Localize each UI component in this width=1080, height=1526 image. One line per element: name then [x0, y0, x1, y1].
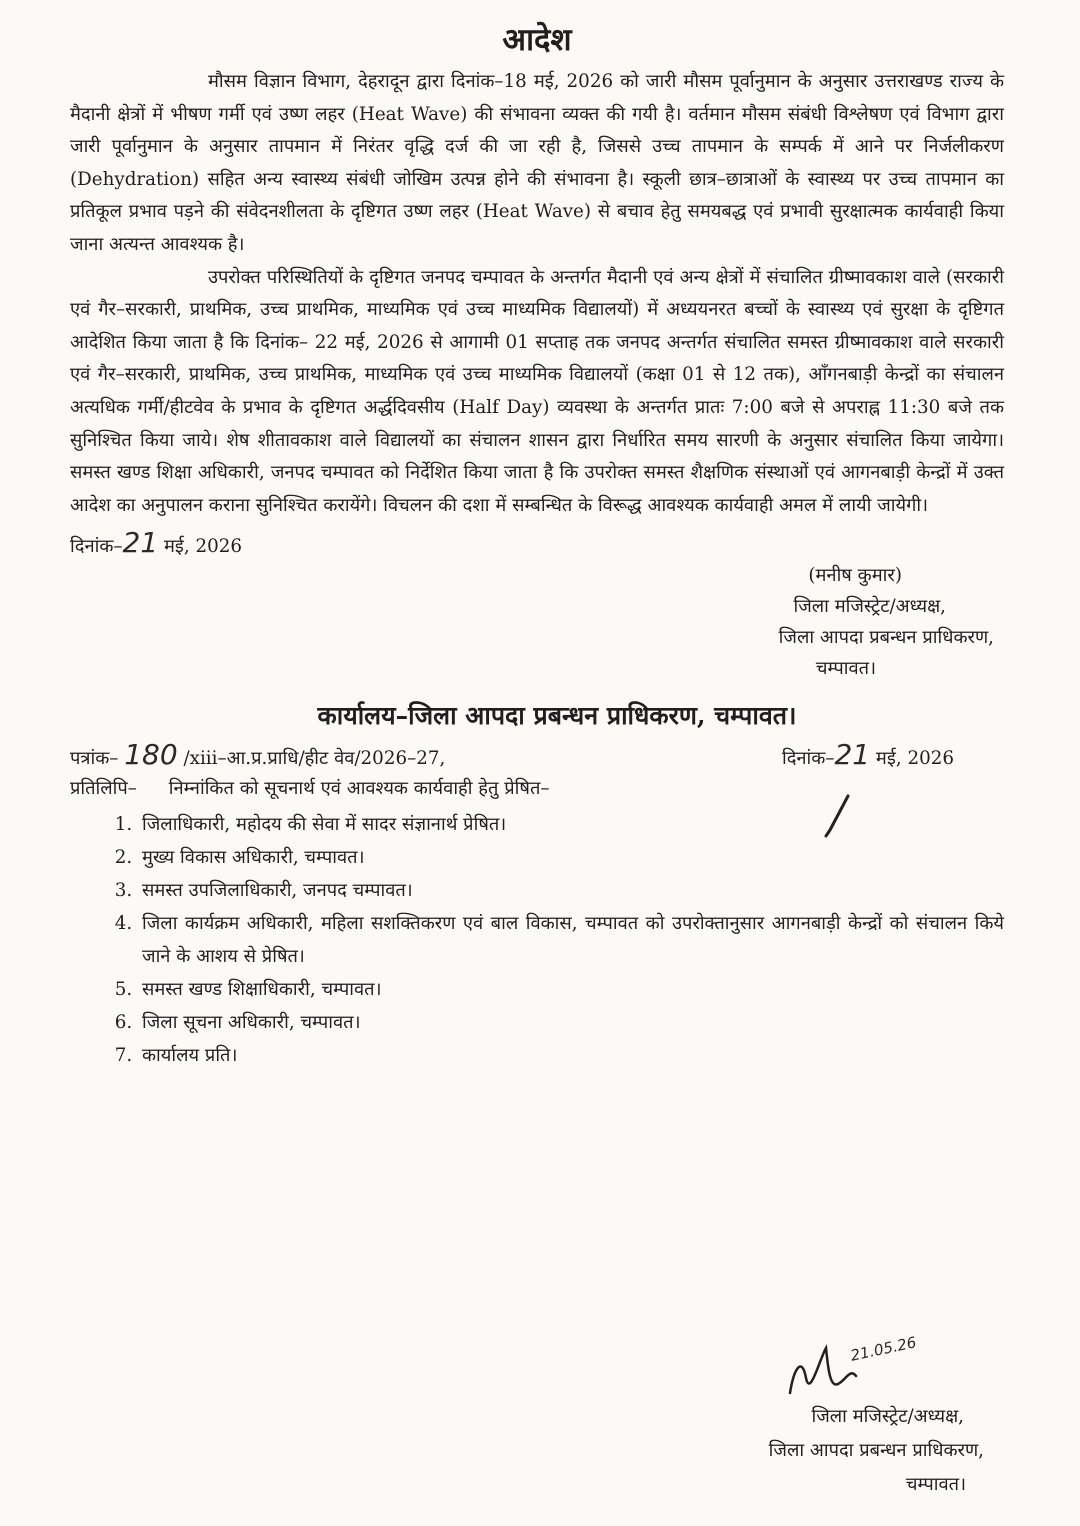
bottom-signatory-designation: जिला मजिस्ट्रेट/अध्यक्ष, [811, 1406, 964, 1427]
list-item: 7. कार्यालय प्रति। [138, 1039, 1004, 1072]
bottom-signatory-place: चम्पावत। [905, 1474, 966, 1495]
distribution-list [70, 808, 1004, 1072]
reference-label: पत्रांक– [70, 748, 119, 770]
reference-code: /xiii–आ.प्र.प्राधि/हीट वेव/2026–27, [183, 748, 446, 770]
bottom-signatory-block [769, 1400, 984, 1502]
order-paragraph-2: उपरोक्त परिस्थितियों के दृष्टिगत जनपद चम्पावत के अन्तर्गत मैदानी एवं अन्य क्षेत्रों में संचालित ग्रीष्मावकाश वाले (सरकारी एवं गैर–सरकारी, प्राथमिक, उच्च प्राथमिक, माध्यमिक एवं उच्च माध्यमिक विद्यालयों) में अध्ययनरत बच्चों के स्वास्थ्य एवं सुरक्षा के दृष्टिगत आदेशित किया जाता है कि दिनांक– 22 मई, 2026 से आगामी 01 सप्ताह तक जनपद अन्तर्गत संचालित समस्त ग्रीष्मावकाश वाले सरकारी एवं गैर–सरकारी, प्राथमिक, उच्च प्राथमिक, माध्यमिक एवं उच्च माध्यमिक विद्यालयों (कक्षा 01 से 12 तक), आँगनबाड़ी केन्द्रों का संचालन अत्यधिक गर्मी/हीटवेव के प्रभाव के दृष्टिगत अर्द्धदिवसीय (Half Day) व्यवस्था के अन्तर्गत प्रातः 7:00 बजे से अपराह्न 11:30 बजे तक सुनिश्चित किया जाये। शेष शीतावकाश वाले विद्यालयों का संचालन शासन द्वारा निर्धारित समय सारणी के अनुसार संचालित किया जायेगा। समस्त खण्ड शिक्षा अधिकारी, जनपद चम्पावत को निर्देशित किया जाता है कि उपरोक्त समस्त शैक्षणिक संस्थाओं एवं आगनबाड़ी केन्द्रों में उक्त आदेश का अनुपालन कराना सुनिश्चित करायेंगे। विचलन की दशा में सम्बन्धित के विरूद्ध आवश्यक कार्यवाही अमल में लायी जायेगी। [70, 266, 1004, 516]
reference-date-label: दिनांक– [781, 748, 835, 770]
bottom-signatory-authority: जिला आपदा प्रबन्धन प्राधिकरण, [768, 1440, 984, 1461]
order-date-suffix: मई, 2026 [158, 536, 243, 558]
office-heading: कार्यालय–जिला आपदा प्रबन्धन प्राधिकरण, चम्पावत। [317, 701, 797, 731]
signature-mark [818, 792, 858, 842]
reference-number-handwritten: 180 [124, 738, 178, 772]
order-paragraph-1: मौसम विज्ञान विभाग, देहरादून द्वारा दिनांक–18 मई, 2026 को जारी मौसम पूर्वानुमान के अनुसार उत्तराखण्ड राज्य के मैदानी क्षेत्रों में भीषण गर्मी एवं उष्ण लहर (Heat Wave) की संभावना व्यक्त की गयी है। वर्तमान मौसम संबंधी विश्लेषण एवं विभाग द्वारा जारी पूर्वानुमान के अनुसार तापमान में निरंतर वृद्धि दर्ज की जा रही है, जिससे उच्च तापमान के सम्पर्क में आने पर निर्जलीकरण (Dehydration) सहित अन्य स्वास्थ्य संबंधी जोखिम उत्पन्न होने की संभावना है। स्कूली छात्र–छात्राओं के स्वास्थ्य पर उच्च तापमान का प्रतिकूल प्रभाव पड़ने की संवेदनशीलता के दृष्टिगत उष्ण लहर (Heat Wave) से बचाव हेतु समयबद्ध एवं प्रभावी सुरक्षात्मक कार्यवाही किया जाना अत्यन्त आवश्यक है। [70, 71, 1004, 255]
signature-date: 21.05.26 [848, 1333, 918, 1365]
order-title: आदेश [502, 22, 572, 58]
copy-text: निम्नांकित को सूचनार्थ एवं आवश्यक कार्यवाही हेतु प्रेषित– [168, 778, 550, 800]
signatory-designation: जिला मजिस्ट्रेट/अध्यक्ष, [793, 596, 946, 618]
list-item: 1. जिलाधिकारी, महोदय की सेवा में सादर संज्ञानार्थ प्रेषित। [138, 808, 1004, 841]
reference-date [782, 740, 954, 774]
reference-row [70, 740, 954, 774]
signatory-name: (मनीष कुमार) [808, 565, 902, 587]
signatory-place: चम्पावत। [815, 658, 876, 680]
copy-label: प्रतिलिपि– [70, 778, 137, 800]
signatory-block [70, 560, 994, 684]
order-date-handwritten: 21 [122, 526, 159, 560]
order-date-prefix: दिनांक– [70, 536, 123, 558]
list-item: 2. मुख्य विकास अधिकारी, चम्पावत। [138, 841, 1004, 874]
reference-date-rest: मई, 2026 [870, 748, 954, 770]
order-date [70, 526, 1004, 560]
reference-date-handwritten: 21 [834, 738, 871, 772]
reference-number [70, 740, 445, 774]
list-item: 3. समस्त उपजिलाधिकारी, जनपद चम्पावत। [138, 874, 1004, 907]
list-item: 6. जिला सूचना अधिकारी, चम्पावत। [138, 1006, 1004, 1039]
copy-to-row [70, 774, 1004, 804]
list-item: 5. समस्त खण्ड शिक्षाधिकारी, चम्पावत। [138, 973, 1004, 1006]
list-item: 4. जिला कार्यक्रम अधिकारी, महिला सशक्तिकरण एवं बाल विकास, चम्पावत को उपरोक्तानुसार आगनबाड़ी केन्द्रों को संचालन किये जाने के आशय से प्रेषित। [138, 907, 1004, 973]
signatory-authority: जिला आपदा प्रबन्धन प्राधिकरण, [778, 627, 994, 649]
